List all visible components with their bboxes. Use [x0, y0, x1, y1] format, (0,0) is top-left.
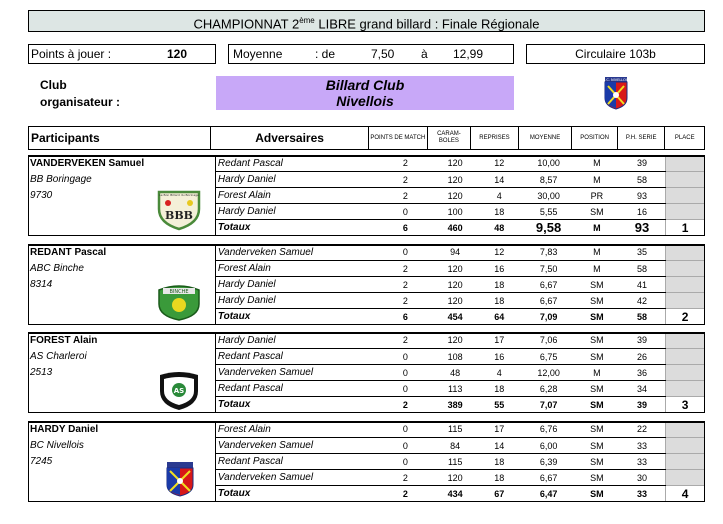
participant-number: 7245 [29, 454, 216, 470]
table-row [29, 470, 705, 486]
moyenne-value: 7,83 [522, 245, 574, 261]
circulaire-value: Circulaire 103b [575, 47, 656, 61]
bbb-logo-caption: Le Bon Billard du Borinage [159, 193, 199, 197]
position-value: M [575, 365, 619, 381]
moyenne-value: 6,39 [522, 454, 574, 470]
table-row [29, 188, 705, 204]
totals-points: 2 [376, 486, 434, 502]
position-value: M [575, 245, 619, 261]
carambolles-value: 120 [434, 172, 476, 188]
match-points: 0 [376, 349, 434, 365]
opponent-name: Vanderveken Samuel [215, 365, 376, 381]
match-points: 2 [376, 333, 434, 349]
reprises-value: 18 [476, 293, 522, 309]
table-row [29, 454, 705, 470]
totals-row [29, 309, 705, 325]
header-place: PLACE [665, 127, 705, 150]
table-row [29, 277, 705, 293]
carambolles-value: 115 [434, 422, 476, 438]
carambolles-value: 120 [434, 277, 476, 293]
position-value: SM [575, 333, 619, 349]
participant-number: 9730 [29, 188, 216, 204]
participant-club: BC Nivellois [29, 438, 216, 454]
reprises-value: 16 [476, 349, 522, 365]
charleroi-shield-icon [158, 371, 200, 411]
table-row [29, 172, 705, 188]
opponent-name: Redant Pascal [215, 156, 376, 172]
participant-group [28, 421, 705, 502]
totals-ph-serie: 58 [619, 309, 666, 325]
moyenne-value: 6,28 [522, 381, 574, 397]
moyenne-value: 12,00 [522, 365, 574, 381]
totals-moyenne: 9,58 [522, 220, 574, 236]
reprises-value: 14 [476, 172, 522, 188]
binche-logo-text: BINCHE [169, 289, 189, 295]
place-empty [666, 365, 705, 381]
table-row [29, 349, 705, 365]
bbb-logo-letters: BBB [165, 209, 193, 222]
table-row [29, 381, 705, 397]
ph-serie-value: 30 [619, 470, 666, 486]
participant-club: BB Boringage [29, 172, 216, 188]
title-main: CHAMPIONNAT 2 [193, 16, 300, 32]
opponent-name: Redant Pascal [215, 349, 376, 365]
participant-name: REDANT Pascal [29, 245, 216, 261]
nivellois-shield-icon [163, 461, 197, 497]
carambolles-value: 100 [434, 204, 476, 220]
match-points: 2 [376, 172, 434, 188]
opponent-name: Hardy Daniel [215, 293, 376, 309]
place-empty [666, 422, 705, 438]
totals-points: 2 [376, 397, 434, 413]
table-row [29, 333, 705, 349]
club-name-line1: Billard Club [325, 77, 405, 93]
reprises-value: 18 [476, 454, 522, 470]
participant-name: VANDERVEKEN Samuel [29, 156, 216, 172]
moyenne-box [228, 44, 514, 64]
opponent-name: Vanderveken Samuel [215, 470, 376, 486]
position-value: SM [575, 454, 619, 470]
de-value: 7,50 [371, 47, 395, 61]
position-value: SM [575, 422, 619, 438]
ph-serie-value: 22 [619, 422, 666, 438]
ph-serie-value: 33 [619, 438, 666, 454]
moyenne-value: 7,06 [522, 333, 574, 349]
totals-position: SM [575, 309, 619, 325]
table-row [29, 365, 705, 381]
ph-serie-value: 39 [619, 333, 666, 349]
bbb-shield-icon [156, 189, 202, 231]
reprises-value: 12 [476, 156, 522, 172]
participant-club: ABC Binche [29, 261, 216, 277]
totals-carambolles: 389 [434, 397, 476, 413]
participant-name: HARDY Daniel [29, 422, 216, 438]
points-value: 120 [166, 47, 187, 61]
table-header [28, 126, 705, 150]
opponent-name: Vanderveken Samuel [215, 438, 376, 454]
header-adversaires: Adversaires [211, 127, 369, 150]
club-label-line2: organisateur : [40, 95, 121, 109]
totals-points: 6 [376, 220, 434, 236]
title-rest: LIBRE grand billard : Finale Régionale [314, 16, 540, 32]
carambolles-value: 84 [434, 438, 476, 454]
reprises-value: 18 [476, 277, 522, 293]
table-row [29, 422, 705, 438]
participant-group [28, 244, 705, 325]
participant-name: FOREST Alain [29, 333, 216, 349]
totals-reprises: 64 [476, 309, 522, 325]
ph-serie-value: 35 [619, 245, 666, 261]
a-value: 12,99 [453, 47, 484, 61]
participant-number: 2513 [29, 365, 216, 381]
final-place: 1 [666, 220, 705, 236]
opponent-name: Hardy Daniel [215, 277, 376, 293]
match-points: 2 [376, 277, 434, 293]
ph-serie-value: 93 [619, 188, 666, 204]
charleroi-logo-text: AS [173, 387, 185, 395]
participant-group [28, 332, 705, 413]
table-row [29, 261, 705, 277]
place-empty [666, 333, 705, 349]
ph-serie-value: 26 [619, 349, 666, 365]
opponent-name: Forest Alain [215, 188, 376, 204]
final-place: 4 [666, 486, 705, 502]
match-points: 0 [376, 365, 434, 381]
totals-row [29, 397, 705, 413]
place-empty [666, 172, 705, 188]
carambolles-value: 120 [434, 261, 476, 277]
position-value: SM [575, 204, 619, 220]
reprises-value: 17 [476, 422, 522, 438]
club-name-line2: Nivellois [336, 93, 394, 109]
binche-shield-icon [156, 282, 202, 322]
place-empty [666, 245, 705, 261]
totals-label: Totaux [215, 220, 376, 236]
participant-group [28, 155, 705, 236]
table-row [29, 156, 705, 172]
carambolles-value: 120 [434, 293, 476, 309]
carambolles-value: 115 [434, 454, 476, 470]
moyenne-value: 6,75 [522, 349, 574, 365]
ph-serie-value: 36 [619, 365, 666, 381]
moyenne-value: 10,00 [522, 156, 574, 172]
header-participants: Participants [29, 127, 211, 150]
opponent-name: Hardy Daniel [215, 172, 376, 188]
header-carambolles: CARAM-BOLES [427, 127, 471, 150]
opponent-name: Hardy Daniel [215, 333, 376, 349]
match-points: 2 [376, 470, 434, 486]
match-points: 0 [376, 245, 434, 261]
final-place: 2 [666, 309, 705, 325]
ph-serie-value: 42 [619, 293, 666, 309]
reprises-value: 16 [476, 261, 522, 277]
ph-serie-value: 58 [619, 172, 666, 188]
totals-moyenne: 6,47 [522, 486, 574, 502]
carambolles-value: 48 [434, 365, 476, 381]
match-points: 0 [376, 438, 434, 454]
participant-club: AS Charleroi [29, 349, 216, 365]
opponent-name: Forest Alain [215, 422, 376, 438]
carambolles-value: 120 [434, 188, 476, 204]
totals-moyenne: 7,07 [522, 397, 574, 413]
opponent-name: Redant Pascal [215, 454, 376, 470]
match-points: 0 [376, 381, 434, 397]
ph-serie-value: 16 [619, 204, 666, 220]
position-value: SM [575, 438, 619, 454]
opponent-name: Forest Alain [215, 261, 376, 277]
carambolles-value: 113 [434, 381, 476, 397]
totals-ph-serie: 93 [619, 220, 666, 236]
position-value: SM [575, 381, 619, 397]
moyenne-value: 6,67 [522, 470, 574, 486]
moyenne-value: 6,67 [522, 277, 574, 293]
position-value: SM [575, 293, 619, 309]
carambolles-value: 108 [434, 349, 476, 365]
position-value: M [575, 261, 619, 277]
club-label-line1: Club [40, 78, 67, 92]
table-row [29, 438, 705, 454]
totals-moyenne: 7,09 [522, 309, 574, 325]
reprises-value: 4 [476, 188, 522, 204]
points-label: Points à jouer : [31, 47, 112, 61]
place-empty [666, 204, 705, 220]
header-points-match: POINTS DE MATCH [369, 127, 428, 150]
moyenne-label: Moyenne [233, 47, 283, 61]
totals-carambolles: 460 [434, 220, 476, 236]
position-value: M [575, 156, 619, 172]
moyenne-value: 30,00 [522, 188, 574, 204]
moyenne-value: 5,55 [522, 204, 574, 220]
reprises-value: 17 [476, 333, 522, 349]
match-points: 0 [376, 422, 434, 438]
final-place: 3 [666, 397, 705, 413]
place-empty [666, 293, 705, 309]
carambolles-value: 120 [434, 470, 476, 486]
totals-reprises: 48 [476, 220, 522, 236]
match-points: 2 [376, 261, 434, 277]
carambolles-value: 120 [434, 156, 476, 172]
ph-serie-value: 34 [619, 381, 666, 397]
place-empty [666, 261, 705, 277]
reprises-value: 4 [476, 365, 522, 381]
place-empty [666, 188, 705, 204]
position-value: SM [575, 470, 619, 486]
position-value: PR [575, 188, 619, 204]
totals-row [29, 486, 705, 502]
position-value: SM [575, 277, 619, 293]
place-empty [666, 470, 705, 486]
match-points: 2 [376, 188, 434, 204]
totals-label: Totaux [215, 397, 376, 413]
participant-number: 8314 [29, 277, 216, 293]
points-box [28, 44, 216, 64]
position-value: SM [575, 349, 619, 365]
match-points: 2 [376, 293, 434, 309]
header-moyenne: MOYENNE [518, 127, 572, 150]
totals-position: SM [575, 486, 619, 502]
moyenne-value: 6,76 [522, 422, 574, 438]
totals-ph-serie: 33 [619, 486, 666, 502]
ph-serie-value: 33 [619, 454, 666, 470]
totals-position: M [575, 220, 619, 236]
totals-label: Totaux [215, 486, 376, 502]
moyenne-value: 7,50 [522, 261, 574, 277]
place-empty [666, 277, 705, 293]
table-row [29, 245, 705, 261]
totals-row [29, 220, 705, 236]
reprises-value: 12 [476, 245, 522, 261]
match-points: 0 [376, 454, 434, 470]
opponent-name: Redant Pascal [215, 381, 376, 397]
table-row [29, 293, 705, 309]
match-points: 0 [376, 204, 434, 220]
organizer-logo-text: B.C. NIVELLOIS [602, 78, 630, 82]
page-title [28, 10, 705, 32]
totals-reprises: 55 [476, 397, 522, 413]
totals-label: Totaux [215, 309, 376, 325]
a-label: à [421, 47, 428, 61]
totals-points: 6 [376, 309, 434, 325]
place-empty [666, 438, 705, 454]
place-empty [666, 381, 705, 397]
position-value: M [575, 172, 619, 188]
header-ph-serie: P.H. SERIE [617, 127, 665, 150]
totals-carambolles: 434 [434, 486, 476, 502]
opponent-name: Vanderveken Samuel [215, 245, 376, 261]
moyenne-value: 6,00 [522, 438, 574, 454]
reprises-value: 18 [476, 204, 522, 220]
reprises-value: 14 [476, 438, 522, 454]
place-empty [666, 454, 705, 470]
organizer-logo-icon [599, 76, 633, 110]
totals-reprises: 67 [476, 486, 522, 502]
reprises-value: 18 [476, 381, 522, 397]
table-row [29, 204, 705, 220]
moyenne-value: 8,57 [522, 172, 574, 188]
club-label [40, 78, 120, 109]
carambolles-value: 94 [434, 245, 476, 261]
circulaire-box [526, 44, 705, 64]
de-label: : de [315, 47, 336, 61]
reprises-value: 18 [476, 470, 522, 486]
totals-position: SM [575, 397, 619, 413]
opponent-name: Hardy Daniel [215, 204, 376, 220]
carambolles-value: 120 [434, 333, 476, 349]
ph-serie-value: 41 [619, 277, 666, 293]
moyenne-value: 6,67 [522, 293, 574, 309]
ph-serie-value: 58 [619, 261, 666, 277]
place-empty [666, 349, 705, 365]
totals-carambolles: 454 [434, 309, 476, 325]
title-sup: ème [299, 16, 315, 25]
totals-ph-serie: 39 [619, 397, 666, 413]
place-empty [666, 156, 705, 172]
match-points: 2 [376, 156, 434, 172]
header-reprises: REPRISES [471, 127, 519, 150]
ph-serie-value: 39 [619, 156, 666, 172]
club-name [216, 76, 514, 110]
header-position: POSITION [572, 127, 618, 150]
